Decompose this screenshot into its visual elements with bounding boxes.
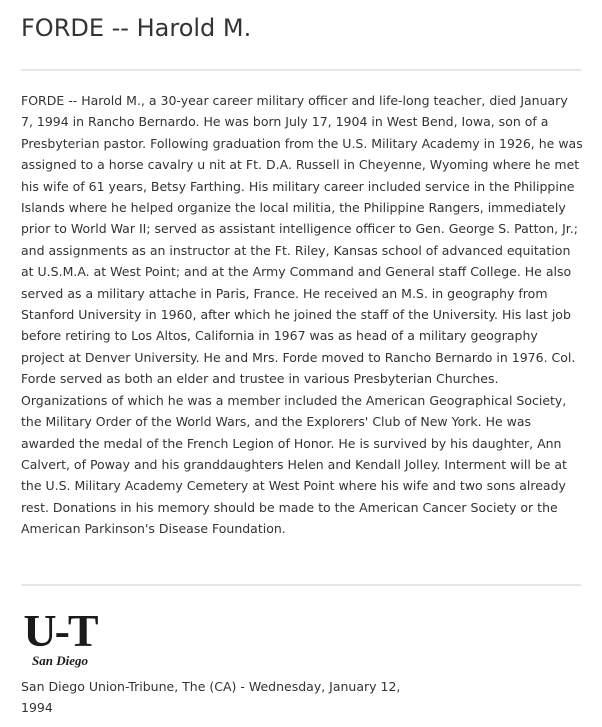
bottom-divider [21,584,581,586]
logo-mark-text: U-T [23,605,97,656]
top-divider [21,69,581,71]
logo-city-text: San Diego [32,653,88,668]
obituary-body: FORDE -- Harold M., a 30-year career military officer and life-long teacher, died January 7, 1994 in Rancho Bernardo. He was born July 17, 1904 in West Bend, Iowa, son of a Presbyterian pastor. Following graduation from the U.S. Military Academy in 1926, he was assigned to a horse cavalry u nit at Ft. D.A. Russell in Cheyenne, Wyoming where he met his wife of 61 years, Betsy Farthing. His military career included service in the Philippine Islands where he helped organize the local militia, the Philippine Rangers, immediately prior to World War II; served as assistant intelligence officer to Gen. George S. Patton, Jr.; and assignments as an instructor at the Ft. Riley, Kansas school of advanced equitation at U.S.M.A. at West Point; and at the Army Command and General staff College. He also served as a military attache in Paris, France. He received an M.S. in geography from Stanford University in 1960, after which he joined the staff of the University. His last job before retiring to Los Altos, California in 1967 was as head of a military geography project at Denver University. He and Mrs. Forde moved to Rancho Bernardo in 1976. Col. Forde served as both an elder and trustee in various Presbyterian Churches. Organizations of which he was a member included the American Geographical Society, the Military Order of the World Wars, and the Explorers' Club of New York. He was awarded the medal of the French Legion of Honor. He is survived by his daughter, Ann Calvert, of Poway and his granddaughters Helen and Kendall Jolley. Interment will be at the U.S. Military Academy Cemetery at West Point where his wife and two sons already rest. Donations in his memory should be made to the American Cancer Society or the American Parkinson's Disease Foundation. [21,93,583,537]
ut-san-diego-logo [21,603,99,671]
source-citation: San Diego Union-Tribune, The (CA) - Wednesday, January 12, 1994 [21,679,401,716]
page-title: FORDE -- Harold M. [21,14,252,42]
